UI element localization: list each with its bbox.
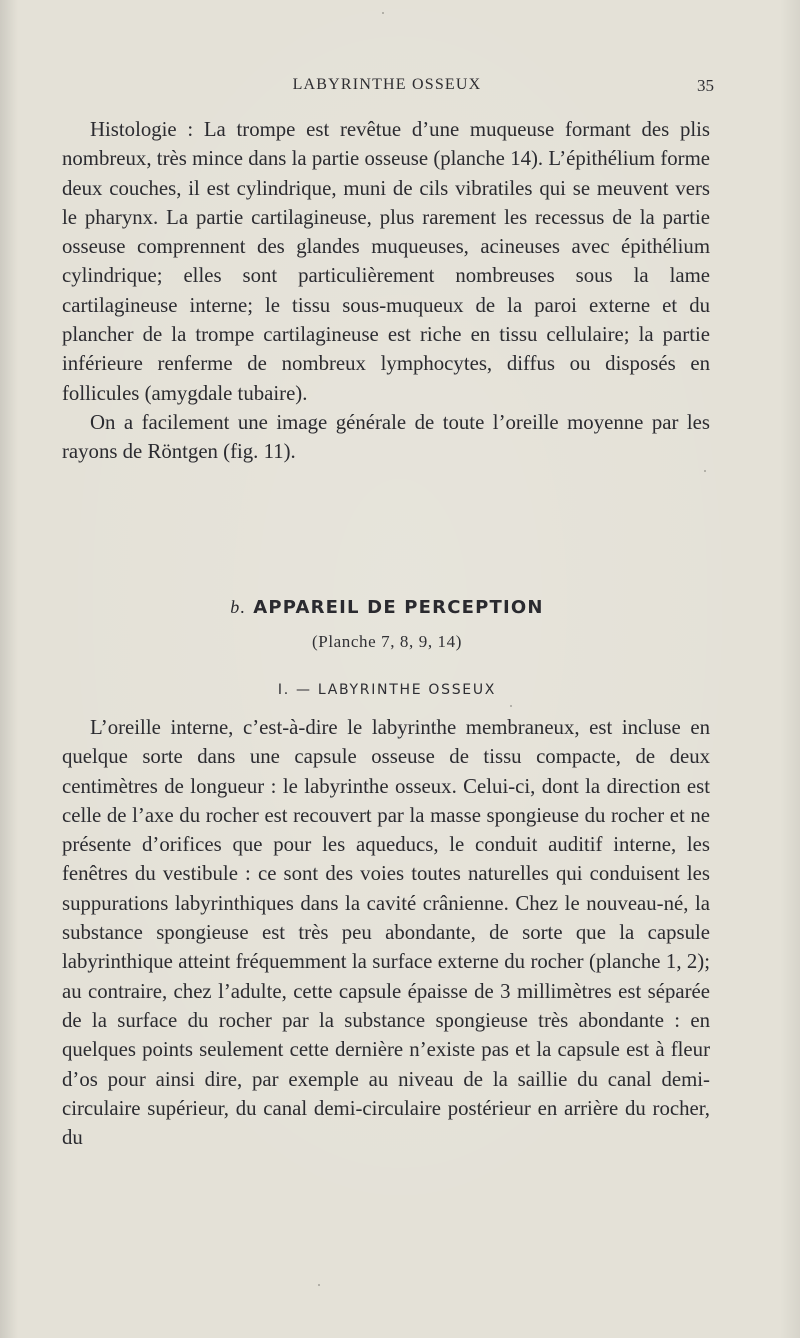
paper-speck bbox=[318, 1284, 320, 1286]
histologie-paragraph: Histologie : La trompe est revêtue d’une muqueuse formant des plis nombreux, très mince dans la partie osseuse (planche 14). L’épithélium forme deux couches, il est cylindrique, muni de cils vibratiles qui se meuvent vers le pharynx. La partie cartilagineuse, plus rarement les recessus de la partie osseuse comprennent des glandes muqueuses, acineuses avec épithélium cylindrique; elles sont particulièrement nombreuses sous la lame cartilagineuse interne; le tissu sous-muqueux de la paroi externe et du plancher de la trompe cartilagineuse est riche en tissu cellulaire; la partie inférieure renferme de nombreux lymphocytes, diffus ou disposés en follicules (amygdale tubaire). bbox=[62, 118, 710, 405]
paper-speck bbox=[704, 470, 706, 472]
paper-speck bbox=[382, 12, 384, 14]
labyrinthe-text-block bbox=[62, 713, 710, 1152]
page-number: 35 bbox=[697, 76, 714, 95]
paper-speck bbox=[510, 705, 512, 707]
section-letter: b. bbox=[230, 597, 247, 617]
section-title bbox=[60, 597, 714, 618]
labyrinthe-paragraph: L’oreille interne, c’est-à-dire le labyrinthe membraneux, est incluse en quelque sorte dans une capsule osseuse de tissu compacte, de deux centimètres de longueur : le labyrinthe osseux. Celui-ci, dont la direction est celle de l’axe du rocher est recouvert par la masse spongieuse du rocher et ne présente d’orifices que pour les aqueducs, le conduit auditif interne, les fenêtres du vestibule : ce sont des voies toutes naturelles qui conduisent les suppurations labyrinthiques dans la cavité crânienne. Chez le nouveau-né, la substance spongieuse est très peu abondante, de sorte que la capsule labyrinthique atteint fréquemment la surface externe du rocher (planche 1, 2); au contraire, chez l’adulte, cette capsule épaisse de 3 millimètres est séparée de la surface du rocher par la substance spongieuse très abondante : en quelques points seulement cette dernière n’existe pas et la capsule est à fleur d’os pour ainsi dire, par exemple au niveau de la saillie du canal demi-circulaire supérieur, du canal demi-circulaire postérieur en arrière du rocher, du bbox=[62, 716, 710, 1150]
page-header bbox=[60, 72, 714, 102]
rontgen-paragraph: On a facilement une image générale de toute l’oreille moyenne par les rayons de Röntgen (fig. 11). bbox=[62, 410, 710, 464]
planche-reference: (Planche 7, 8, 9, 14) bbox=[312, 632, 462, 651]
subsection-title: I. — LABYRINTHE OSSEUX bbox=[277, 682, 497, 698]
histologie-text-block bbox=[62, 115, 710, 467]
running-title: LABYRINTHE OSSEUX bbox=[292, 76, 482, 93]
section-title-text: APPAREIL DE PERCEPTION bbox=[253, 597, 544, 618]
